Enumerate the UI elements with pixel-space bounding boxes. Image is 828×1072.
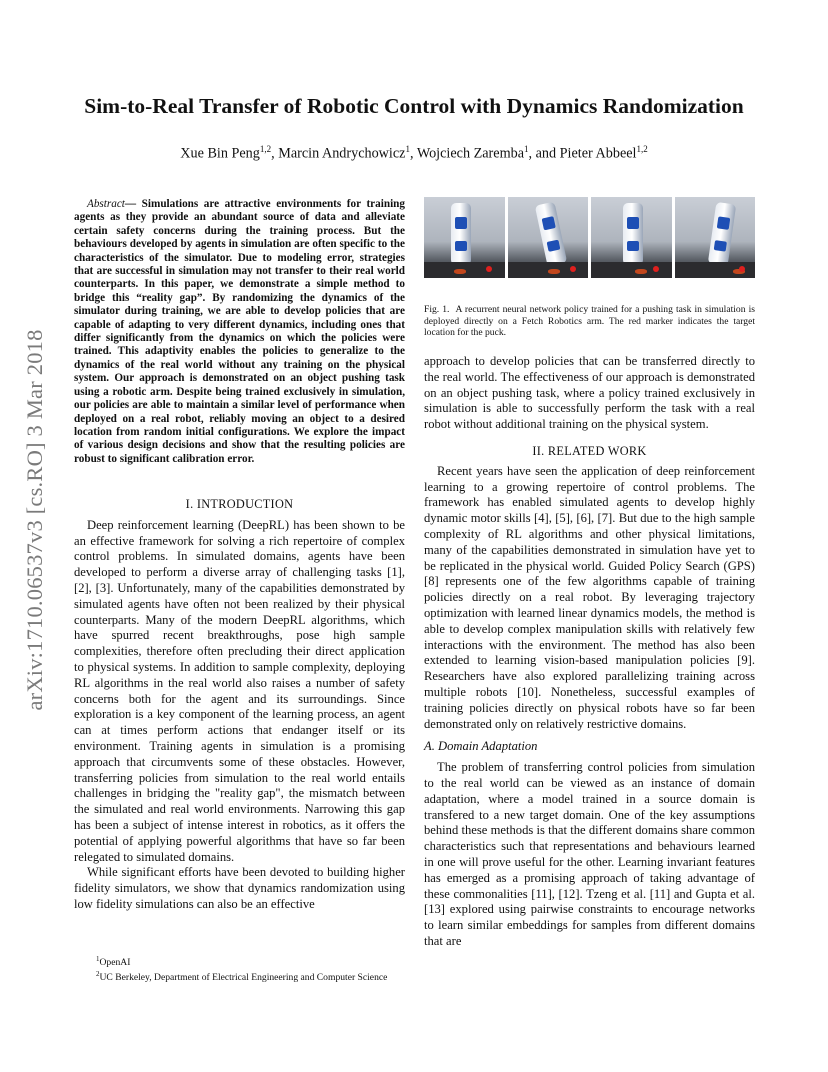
figure-1-caption — [424, 304, 755, 339]
introduction-section — [74, 497, 405, 913]
target-marker — [570, 266, 576, 272]
author-separator: , — [271, 145, 279, 162]
author-affiliation: 1,2 — [636, 144, 648, 154]
author-list — [0, 144, 828, 163]
robot-photo-frame — [424, 197, 505, 278]
target-marker — [486, 266, 492, 272]
figure-1-images — [424, 197, 755, 278]
arxiv-sidebar-stamp — [20, 285, 50, 755]
author-name: Marcin Andrychowicz — [278, 145, 406, 162]
abstract — [74, 198, 405, 466]
paper-title: Sim-to-Real Transfer of Robotic Control with Dynamics Randomization — [84, 94, 744, 118]
author-name: Xue Bin Peng — [180, 145, 260, 162]
section-heading-related-work: II. RELATED WORK — [532, 443, 647, 458]
puck-image — [454, 269, 466, 274]
intro-paragraph-continued: approach to develop policies that can be transferred directly to the real world. The effectiveness of our approach is demonstrated on an object pushing task, where a policy trained exclusively in simulation is able to successfully perform the task with a real robot without additional training on the physical system. — [424, 354, 755, 432]
footnote-mark: 1 — [96, 955, 100, 963]
footnotes — [74, 954, 405, 984]
figure-label: Fig. 1. — [424, 304, 450, 315]
target-marker — [653, 266, 659, 272]
robot-arm-image — [707, 202, 735, 266]
robot-arm-image — [451, 203, 471, 265]
robot-arm-image — [535, 202, 567, 267]
target-marker — [739, 266, 745, 272]
robot-photo-frame — [675, 197, 756, 278]
figure-caption-text: A recurrent neural network policy trained for a pushing task in simulation is deployed directly on a Fetch Robotics arm. The red marker indicates the target location for the puck. — [424, 304, 755, 339]
footnote-text: UC Berkeley, Department of Electrical Engineering and Computer Science — [99, 972, 388, 984]
footnote-mark: 2 — [96, 969, 100, 978]
right-column — [424, 354, 755, 950]
arxiv-id: arXiv:1710.06537v3 [cs.RO] 3 Mar 2018 — [22, 329, 47, 711]
author-separator: , — [409, 145, 417, 162]
author-affiliation: 1 — [524, 144, 529, 154]
domain-adaptation-paragraph: The problem of transferring control policies from simulation to the real world can be viewed as an instance of domain adaptation, where a model trained in a source domain is transfered to a new target domain. One of the key assumptions behind these methods is that the different domains share common characteristics such that representations and behaviours learned in one will prove useful for the other. Learning invariant features has emerged as a promising approach of taking advantage of these commonalities [11], [12]. Tzeng et al. [11] and Gupta et al. [13] explored using pairwise constraints to encourage networks to learn similar embeddings for samples from different domains that are — [424, 760, 755, 948]
footnote-text: OpenAI — [99, 957, 131, 969]
puck-image — [548, 269, 560, 274]
author-name: Pieter Abbeel — [559, 145, 637, 162]
abstract-label: Abstract — [87, 198, 125, 210]
author-affiliation: 1 — [405, 144, 410, 154]
author-name: Wojciech Zaremba — [416, 145, 525, 162]
table-surface — [591, 262, 672, 278]
abstract-text: — Simulations are attractive environments for training agents as they provide an abundant source of data and alleviate certain safety concerns during the training process. But the behaviours developed by agents in simulation are often specific to the characteristics of the simulator. Due to modeling error, strategies that are successful in simulation may not transfer to their real world counterparts. In this paper, we demonstrate a simple method to bridge this “reality gap”. By randomizing the dynamics of the simulator during training, we are able to develop policies that are capable of adapting to very different dynamics, including ones that differ significantly from the dynamics on which the policies were trained. This adaptivity enables the policies to generalize to the dynamics of the real world without any training on the physical system. Our approach is demonstrated on an object pushing task using a robotic arm. Despite being trained exclusively in simulation, our policies are able to maintain a similar level of performance when deployed on a real robot, reliably moving an object to a desired location from random initial configurations. We explore the impact of various design decisions and show that the resulting policies are robust to significant calibration error. — [74, 198, 405, 465]
robot-arm-image — [623, 203, 643, 265]
section-heading-introduction: I. INTRODUCTION — [185, 497, 294, 511]
subsection-heading-domain-adaptation: A. Domain Adaptation — [424, 739, 538, 754]
intro-paragraph-2: While significant efforts have been devoted to building higher fidelity simulators, we show that dynamics randomization using low fidelity simulations can also be an effective — [74, 865, 405, 911]
related-work-paragraph: Recent years have seen the application of deep reinforcement learning to a growing repertoire of control problems. The framework has enabled simulated agents to develop highly dynamic motor skills [4], [5], [6], [7]. But due to the high sample complexity of RL algorithms and other physical limitations, many of the capabilities demonstrated in simulation have yet to be replicated in the physical world. Guided Policy Search (GPS) [8] represents one of the few algorithms capable of training policies directly on a real robot. By leveraging trajectory optimization with learned linear dynamics models, the method is able to develop complex manipulation skills with relatively few interactions with the environment. The method has also been extended to learning vision-based manipulation policies [9]. Researchers have also explored parallelizing training across multiple robots [10]. Nonetheless, successful examples of training policies directly on physical robots have so far been demonstrated only on relatively restrictive domains. — [424, 463, 755, 731]
robot-photo-frame — [508, 197, 589, 278]
author-separator: , and — [528, 145, 560, 162]
author-affiliation: 1,2 — [259, 144, 272, 154]
puck-image — [635, 269, 647, 274]
robot-photo-frame — [591, 197, 672, 278]
intro-paragraph-1: Deep reinforcement learning (DeepRL) has been shown to be an effective framework for solving a rich repertoire of complex control problems. In simulated domains, agents have been developed to perform a diverse array of challenging tasks [1], [2], [3]. Unfortunately, many of the capabilities demonstrated by simulated agents have often not been realized by their physical counterparts. Many of the modern DeepRL algorithms, which have spurred recent breakthroughs, pose high sample complexities, therefore often precluding their direct application to physical systems. In addition to sample complexity, deploying RL algorithms in the real world also raises a number of safety concerns both for the agent and its surroundings. Since exploration is a key component of the learning process, an agent can at times perform actions that endanger itself or its environment. Training agents in simulation is a promising approach that circumvents some of these obstacles. However, transferring policies from simulation to the real world entails challenges in bridging the "reality gap", the mismatch between the simulated and real world environments. Narrowing this gap has been a subject of intense interest in robotics, as it offers the potential of applying powerful algorithms that have so far been relegated to simulated domains. — [74, 517, 405, 864]
